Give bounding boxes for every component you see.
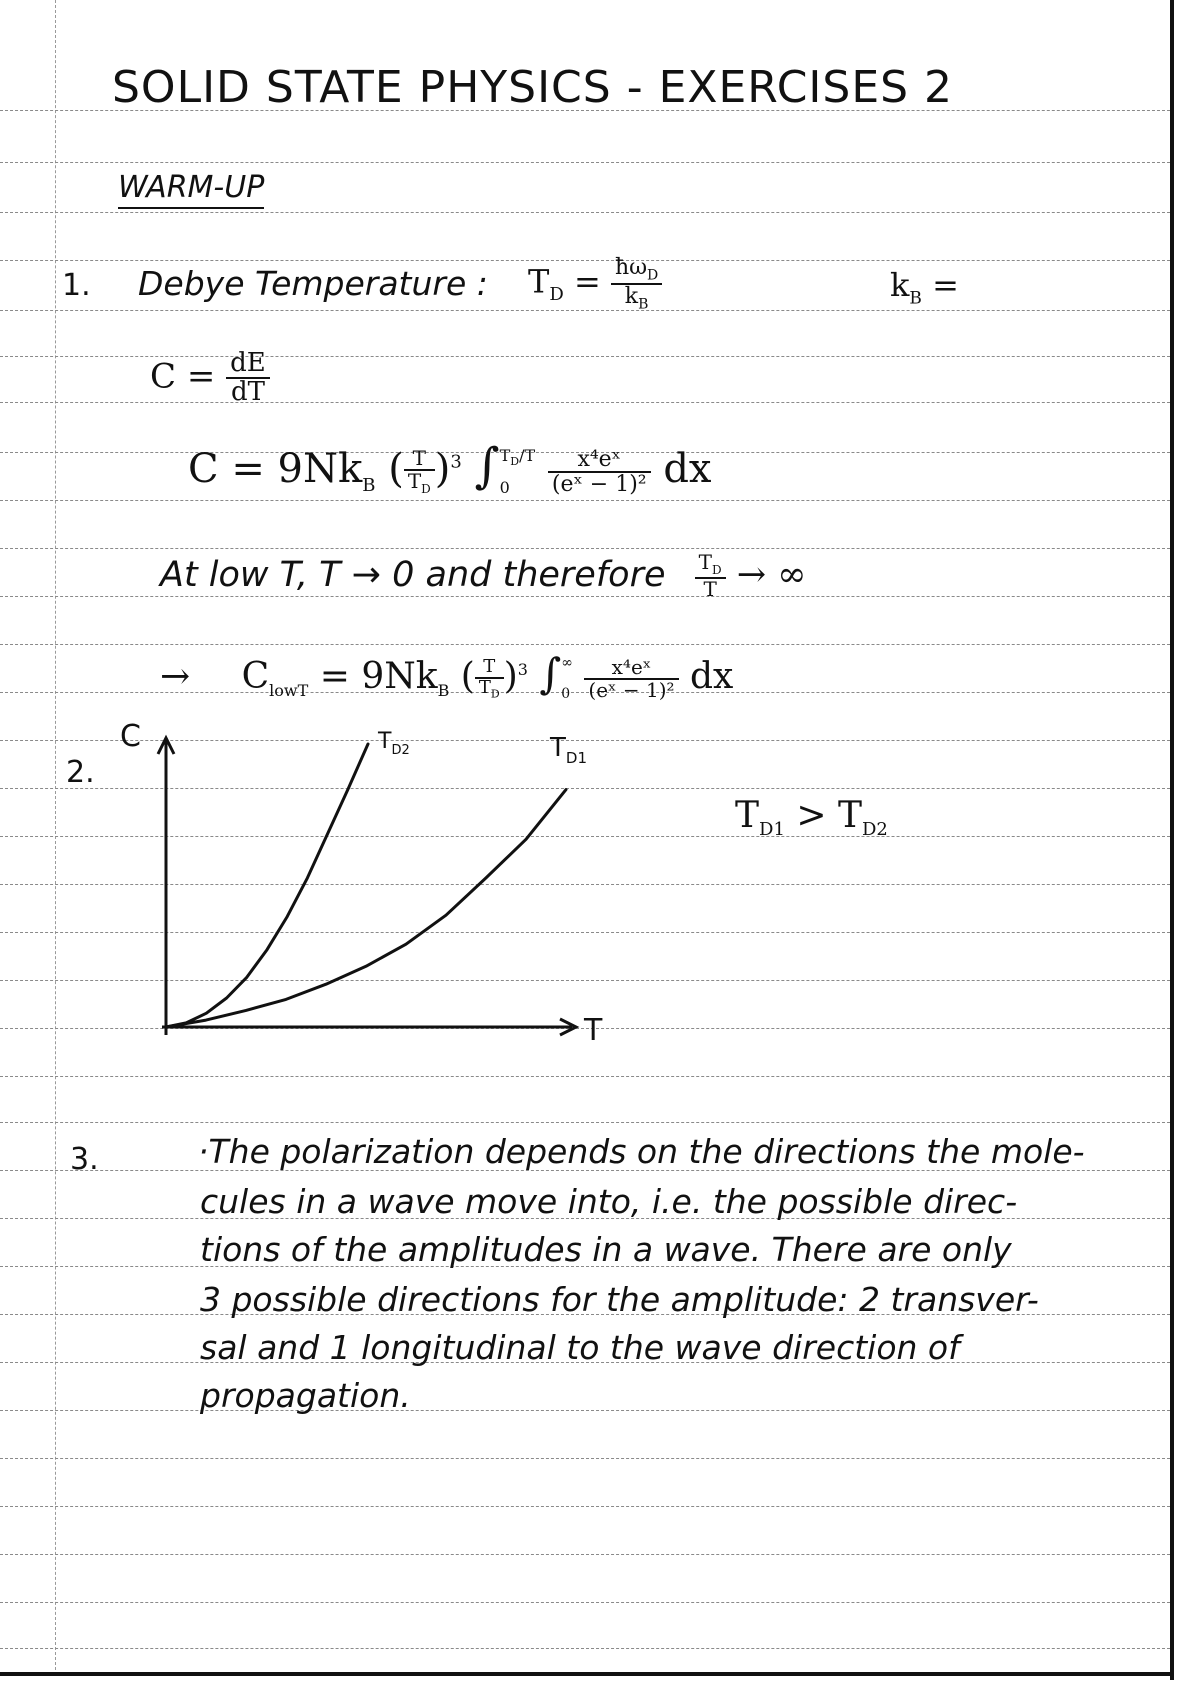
c-symbol: C [241,655,270,697]
problem-number: 2. [66,755,95,790]
polarization-line-5: sal and 1 longitudinal to the wave direction of [200,1328,960,1367]
debye-temperature-relation [735,795,888,840]
debye-label: Debye Temperature : [138,264,488,303]
d2-subscript: D2 [862,819,888,841]
page-title: SOLID STATE PHYSICS - EXERCISES 2 [112,62,954,113]
low-t-text: At low T, T → 0 and therefore [160,554,666,595]
limit-tail: /T [519,445,536,465]
td-subscript: D [712,563,722,577]
differential: dx [689,655,734,697]
td-symbol: T [698,550,712,574]
kb-symbol: k [890,266,910,304]
td-symbol: T [528,262,550,301]
fraction-denominator: (eˣ − 1)² [551,472,647,497]
polarization-line-6: propagation. [200,1376,411,1415]
lowt-subscript: lowT [269,680,309,700]
lower-limit: 0 [561,685,571,702]
polarization-line-3: tions of the amplitudes in a wave. There are only [200,1230,1012,1269]
kb-subscript: B [362,475,376,496]
polarization-line-2: cules in a wave move into, i.e. the possible direc- [200,1182,1018,1221]
fraction-denominator: (eˣ − 1)² [588,677,675,702]
t-symbol: T [378,729,392,754]
exponent: 3 [517,659,528,679]
d1-subscript: D1 [565,749,587,767]
c-prefactor: C = 9Nk [188,446,363,492]
x-axis-label: T [584,1013,603,1048]
limit-arrow: → ∞ [736,554,807,595]
fraction-numerator: T [404,448,435,471]
t-symbol: T [735,795,760,836]
integral-sign: ∫ [474,438,500,494]
problem-number: 3. [70,1142,99,1177]
kb-symbol: k [624,284,639,310]
td-symbol: T [499,445,511,465]
d2-subscript: D2 [391,743,410,758]
curve-label-td2 [377,729,410,758]
y-axis-label: C [120,719,141,754]
result-arrow: → [160,655,191,697]
curve-label-td1 [549,733,587,767]
debye-integral-formula: $C = 9Nk_B$ ( $\frac{T}{T_D}$ )$^3$ ∫ $T_D/T$ 0 $\frac{\text{x⁴eˣ}}{\text{(eˣ − 1)²}}$ dx [188,438,712,503]
hbar-omega: ħω [614,255,648,280]
integral-sign: ∫ [539,648,562,698]
problem-number: 1. [62,268,91,303]
omega-subscript: D [647,267,659,284]
lower-limit: 0 [499,477,510,497]
differential: dx [663,446,712,492]
fraction-denominator: T [703,576,717,601]
td-subscript: D [510,454,520,468]
polarization-line-4: 3 possible directions for the amplitude: 2 transver- [200,1280,1039,1319]
fraction-numerator: x⁴eˣ [584,657,678,680]
equals-sign: = [573,262,601,301]
t-symbol: T [837,795,862,836]
td-symbol: T [478,676,491,698]
td-subscript: D [549,283,564,305]
plot-area [158,738,576,1035]
td-symbol: T [407,469,422,494]
fraction-denominator: dT [230,377,265,408]
fraction-numerator: dE [226,350,270,379]
equals-sign: = [932,266,959,304]
greater-than: > [796,795,827,836]
section-heading: WARM-UP [118,170,264,209]
exponent: 3 [450,451,462,473]
fraction-numerator: x⁴eˣ [548,448,651,473]
td-subscript: D [421,482,431,497]
curve-td2 [166,744,368,1027]
c-prefactor: = 9Nk [319,655,438,697]
fraction-numerator: T [475,658,504,679]
kb-subscript: B [909,288,922,309]
td-subscript: D [490,687,500,701]
polarization-line-1: ·The polarization depends on the directions the mole- [198,1132,1085,1171]
t-symbol: T [550,733,566,763]
kb-subscript: B [638,296,649,313]
upper-limit: ∞ [561,655,573,671]
curve-td1 [166,790,566,1027]
low-temperature-result: → $C_{lowT} = 9Nk_B$ ( $\frac{T}{T_D}$ )$^3$ ∫ ∞ 0 $\frac{\text{x⁴eˣ}}{\text{(eˣ − 1)²}}$ dx [160,648,733,710]
kb-subscript: B [437,680,450,700]
d1-subscript: D1 [759,819,785,841]
c-equals: C = [150,356,216,397]
